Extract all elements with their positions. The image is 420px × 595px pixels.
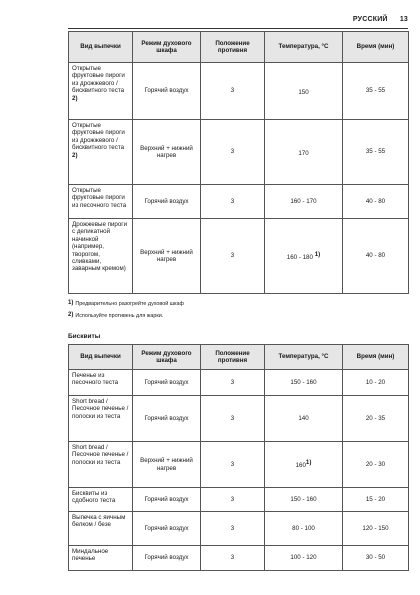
table-header-row bbox=[69, 32, 409, 63]
cell-type: Дрожжевые пироги с деликатной начинкой (например, творогом, сливками, заварным кремом) bbox=[69, 219, 133, 294]
cell-note: 2) bbox=[72, 94, 78, 102]
cell-type: Short bread / Песочное печенье / полоски из теста bbox=[69, 396, 133, 442]
cell-position: 3 bbox=[201, 63, 265, 120]
cell-time: 10 - 20 bbox=[343, 370, 409, 396]
cell-type: Открытые фруктовые пироги из дрожжевого / бисквитного теста 2) bbox=[69, 120, 133, 185]
table-row bbox=[69, 488, 409, 512]
cell-mode: Горячий воздух bbox=[133, 512, 201, 546]
cell-position: 3 bbox=[201, 396, 265, 442]
cell-type: Выпечка с яичным белком / безе bbox=[69, 512, 133, 546]
header-rule bbox=[68, 28, 408, 29]
table-header-row bbox=[69, 345, 409, 370]
col-header-position: Положение противня bbox=[201, 32, 265, 63]
cell-type: Открытые фруктовые пироги из песочного теста bbox=[69, 185, 133, 219]
cell-position: 3 bbox=[201, 442, 265, 488]
cell-time: 40 - 80 bbox=[343, 219, 409, 294]
footnote-2: $^{2)}$ Используйте противень для жарки. bbox=[68, 312, 164, 319]
cell-position: 3 bbox=[201, 488, 265, 512]
cell-type: Short bread / Песочное печенье / полоски из теста bbox=[69, 442, 133, 488]
col-header-time: Время (мин) bbox=[343, 32, 409, 63]
cell-type: Бисквиты из сдобного теста bbox=[69, 488, 133, 512]
cell-mode: Горячий воздух bbox=[133, 185, 201, 219]
section-title: Бисквиты bbox=[68, 333, 101, 340]
cell-temperature: 160 - 170 bbox=[265, 185, 343, 219]
cell-temperature: 140 bbox=[265, 396, 343, 442]
cell-time: 120 - 150 bbox=[343, 512, 409, 546]
cell-position: 3 bbox=[201, 219, 265, 294]
cell-temperature: 150 bbox=[265, 63, 343, 120]
cell-temperature: 150 - 160 bbox=[265, 370, 343, 396]
col-header-mode: Режим духового шкафа bbox=[133, 345, 201, 370]
cell-type: Открытые фруктовые пироги из дрожжевого / бисквитного теста 2) bbox=[69, 63, 133, 120]
col-header-type: Вид выпечки bbox=[69, 345, 133, 370]
cell-time: 20 - 30 bbox=[343, 442, 409, 488]
cell-mode: Горячий воздух bbox=[133, 370, 201, 396]
cell-mode: Горячий воздух bbox=[133, 546, 201, 571]
cell-mode: Верхний + нижний нагрев bbox=[133, 120, 201, 185]
cell-position: 3 bbox=[201, 120, 265, 185]
footnote-1: $^{1)}$ Предварительно разогрейте духовой шкаф bbox=[68, 300, 184, 307]
col-header-mode: Режим духового шкафа bbox=[133, 32, 201, 63]
cell-time: 40 - 80 bbox=[343, 185, 409, 219]
cell-type: Печенье из песочного теста bbox=[69, 370, 133, 396]
table-row bbox=[69, 512, 409, 546]
cell-note: 2) bbox=[72, 151, 78, 159]
cell-mode: Верхний + нижний нагрев bbox=[133, 219, 201, 294]
cell-position: 3 bbox=[201, 546, 265, 571]
col-header-time: Время (мин) bbox=[343, 345, 409, 370]
baking-table-pies bbox=[68, 31, 409, 294]
cell-temperature: 170 bbox=[265, 120, 343, 185]
cell-position: 3 bbox=[201, 185, 265, 219]
cell-temperature: 160$^{1)}$ bbox=[265, 442, 343, 488]
col-header-position: Положение противня bbox=[201, 345, 265, 370]
table-row bbox=[69, 63, 409, 120]
col-header-type: Вид выпечки bbox=[69, 32, 133, 63]
table-row bbox=[69, 219, 409, 294]
cell-temperature: 100 - 120 bbox=[265, 546, 343, 571]
table-row bbox=[69, 120, 409, 185]
table-row bbox=[69, 370, 409, 396]
cell-time: 20 - 35 bbox=[343, 396, 409, 442]
table-row bbox=[69, 185, 409, 219]
baking-table-biscuits bbox=[68, 344, 409, 571]
cell-time: 35 - 55 bbox=[343, 63, 409, 120]
table-row bbox=[69, 546, 409, 571]
cell-mode: Горячий воздух bbox=[133, 63, 201, 120]
page-header bbox=[353, 16, 408, 23]
header-language: РУССКИЙ bbox=[352, 16, 388, 23]
cell-time: 30 - 50 bbox=[343, 546, 409, 571]
cell-mode: Горячий воздух bbox=[133, 488, 201, 512]
cell-temperature: 80 - 100 bbox=[265, 512, 343, 546]
cell-mode: Верхний + нижний нагрев bbox=[133, 442, 201, 488]
cell-time: 15 - 20 bbox=[343, 488, 409, 512]
cell-position: 3 bbox=[201, 512, 265, 546]
table-row bbox=[69, 442, 409, 488]
cell-type: Миндальное печенье bbox=[69, 546, 133, 571]
cell-position: 3 bbox=[201, 370, 265, 396]
page-number: 13 bbox=[399, 16, 408, 23]
cell-mode: Горячий воздух bbox=[133, 396, 201, 442]
table-row bbox=[69, 396, 409, 442]
cell-temperature: 160 - 180 $^{1)}$ bbox=[265, 219, 343, 294]
col-header-temperature: Температура, °C bbox=[265, 345, 343, 370]
cell-time: 35 - 55 bbox=[343, 120, 409, 185]
col-header-temperature: Температура, °C bbox=[265, 32, 343, 63]
cell-temperature: 150 - 160 bbox=[265, 488, 343, 512]
